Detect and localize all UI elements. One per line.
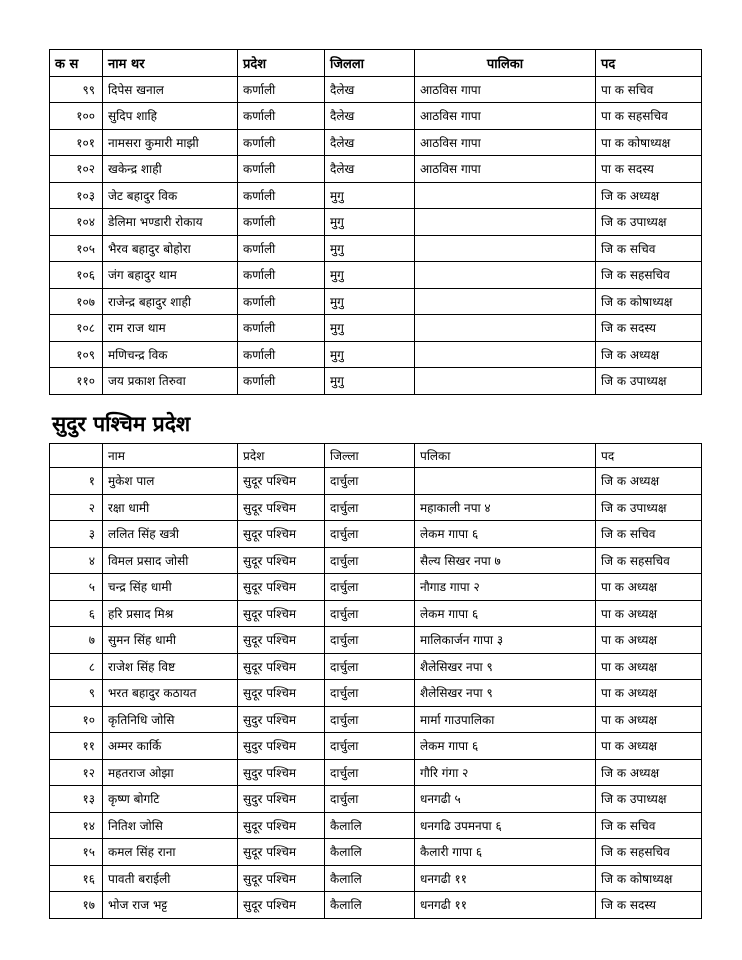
municipality-cell: लेकम गापा ६: [415, 733, 596, 760]
province-cell: कर्णाली: [238, 76, 325, 103]
name-cell: चन्द्र सिंह धामी: [103, 574, 238, 601]
position-cell: जि क सहसचिव: [596, 547, 702, 574]
position-cell: पा क कोषाध्यक्ष: [596, 129, 702, 156]
table-row: [50, 759, 702, 786]
table-row: [50, 129, 702, 156]
province-cell: सुदूर पश्चिम: [238, 865, 325, 892]
serial-cell: १०५: [50, 235, 103, 262]
position-cell: जि क अध्यक्ष: [596, 468, 702, 495]
district-cell: दार्चुला: [325, 547, 415, 574]
municipality-cell: आठविस गापा: [415, 129, 596, 156]
position-cell: जि क सचिव: [596, 812, 702, 839]
name-cell: राम राज थाम: [103, 315, 238, 342]
district-cell: मुगु: [325, 368, 415, 395]
district-cell: दार्चुला: [325, 600, 415, 627]
table-row: [50, 680, 702, 707]
position-cell: पा क अध्यक्ष: [596, 574, 702, 601]
district-cell: दैलेख: [325, 129, 415, 156]
table-row: [50, 341, 702, 368]
district-cell: मुगु: [325, 262, 415, 289]
name-cell: कमल सिंह राना: [103, 839, 238, 866]
position-cell: जि क सदस्य: [596, 892, 702, 919]
municipality-cell: धनगढी ५: [415, 786, 596, 813]
name-cell: जंग बहादुर थाम: [103, 262, 238, 289]
municipality-cell: [415, 182, 596, 209]
municipality-cell: [415, 288, 596, 315]
position-cell: जि क कोषाध्यक्ष: [596, 865, 702, 892]
serial-cell: १२: [50, 759, 103, 786]
name-cell: डेलिमा भण्डारी रोकाय: [103, 209, 238, 236]
name-cell: हरि प्रसाद मिश्र: [103, 600, 238, 627]
column-header-province: प्रदेश: [238, 444, 325, 468]
table-row: [50, 262, 702, 289]
district-cell: दार्चुला: [325, 786, 415, 813]
serial-cell: १००: [50, 103, 103, 130]
district-cell: दार्चुला: [325, 627, 415, 654]
municipality-cell: [415, 209, 596, 236]
table-row: [50, 865, 702, 892]
municipality-cell: आठविस गापा: [415, 76, 596, 103]
serial-cell: १०९: [50, 341, 103, 368]
table-header-row: [50, 50, 702, 77]
table-row: [50, 839, 702, 866]
name-cell: सुमन सिंह धामी: [103, 627, 238, 654]
province-cell: सुदूर पश्चिम: [238, 653, 325, 680]
municipality-cell: धनगढि उपमनपा ६: [415, 812, 596, 839]
name-cell: पावती बराईली: [103, 865, 238, 892]
name-cell: नामसरा कुमारी माझी: [103, 129, 238, 156]
position-cell: जि क अध्यक्ष: [596, 759, 702, 786]
municipality-cell: मार्मा गाउपालिका: [415, 706, 596, 733]
serial-cell: १०: [50, 706, 103, 733]
table-row: [50, 786, 702, 813]
position-cell: पा क सदस्य: [596, 156, 702, 183]
province-cell: सुदूर पश्चिम: [238, 812, 325, 839]
serial-cell: ४: [50, 547, 103, 574]
province-cell: सुदूर पश्चिम: [238, 627, 325, 654]
column-header-name: नाम थर: [103, 50, 238, 77]
district-cell: मुगु: [325, 209, 415, 236]
table-row: [50, 156, 702, 183]
serial-cell: ५: [50, 574, 103, 601]
serial-cell: २: [50, 494, 103, 521]
position-cell: जि क सहसचिव: [596, 839, 702, 866]
serial-cell: १०४: [50, 209, 103, 236]
municipality-cell: नौगाड गापा २: [415, 574, 596, 601]
municipality-cell: मालिकार्जन गापा ३: [415, 627, 596, 654]
serial-cell: १०७: [50, 288, 103, 315]
table-row: [50, 706, 702, 733]
position-cell: जि क अध्यक्ष: [596, 182, 702, 209]
table-row: [50, 235, 702, 262]
municipality-cell: [415, 341, 596, 368]
position-cell: पा क सहसचिव: [596, 103, 702, 130]
name-cell: जेट बहादुर विक: [103, 182, 238, 209]
district-cell: दार्चुला: [325, 521, 415, 548]
municipality-cell: [415, 368, 596, 395]
name-cell: विमल प्रसाद जोसी: [103, 547, 238, 574]
column-header-province: प्रदेश: [238, 50, 325, 77]
province-cell: कर्णाली: [238, 368, 325, 395]
province-cell: कर्णाली: [238, 156, 325, 183]
column-header-position: पद: [596, 444, 702, 468]
district-cell: दार्चुला: [325, 733, 415, 760]
serial-cell: १५: [50, 839, 103, 866]
serial-cell: १३: [50, 786, 103, 813]
column-header-municipality: पालिका: [415, 50, 596, 77]
position-cell: जि क उपाध्यक्ष: [596, 494, 702, 521]
column-header-serial: क स: [50, 50, 103, 77]
district-cell: कैलालि: [325, 839, 415, 866]
municipality-cell: [415, 235, 596, 262]
district-cell: दार्चुला: [325, 706, 415, 733]
position-cell: जि क उपाध्यक्ष: [596, 786, 702, 813]
province-cell: कर्णाली: [238, 129, 325, 156]
table-row: [50, 103, 702, 130]
district-cell: मुगु: [325, 341, 415, 368]
municipality-cell: आठविस गापा: [415, 103, 596, 130]
serial-cell: १७: [50, 892, 103, 919]
name-cell: रक्षा धामी: [103, 494, 238, 521]
district-cell: दार्चुला: [325, 653, 415, 680]
district-cell: दार्चुला: [325, 574, 415, 601]
table-row: [50, 521, 702, 548]
serial-cell: ६: [50, 600, 103, 627]
province-cell: सुदुर पश्चिम: [238, 759, 325, 786]
district-cell: दार्चुला: [325, 680, 415, 707]
province-cell: कर्णाली: [238, 235, 325, 262]
table-row: [50, 547, 702, 574]
position-cell: पा क अध्यक्ष: [596, 653, 702, 680]
serial-cell: १०६: [50, 262, 103, 289]
serial-cell: ९: [50, 680, 103, 707]
municipality-cell: कैलारी गापा ६: [415, 839, 596, 866]
table-row: [50, 733, 702, 760]
serial-cell: १: [50, 468, 103, 495]
table-row: [50, 288, 702, 315]
district-cell: दार्चुला: [325, 468, 415, 495]
name-cell: कृष्ण बोगटि: [103, 786, 238, 813]
name-cell: मणिचन्द्र विक: [103, 341, 238, 368]
column-header-name: नाम: [103, 444, 238, 468]
position-cell: पा क अध्यक्ष: [596, 706, 702, 733]
province-cell: सुदुर पश्चिम: [238, 786, 325, 813]
municipality-cell: [415, 468, 596, 495]
municipality-cell: धनगढी ११: [415, 892, 596, 919]
municipality-cell: लेकम गापा ६: [415, 600, 596, 627]
serial-cell: ११: [50, 733, 103, 760]
district-cell: मुगु: [325, 235, 415, 262]
position-cell: जि क सहसचिव: [596, 262, 702, 289]
name-cell: नितिश जोसि: [103, 812, 238, 839]
name-cell: महतराज ओझा: [103, 759, 238, 786]
serial-cell: ३: [50, 521, 103, 548]
table-row: [50, 653, 702, 680]
column-header-position: पद: [596, 50, 702, 77]
province-cell: कर्णाली: [238, 103, 325, 130]
province-cell: कर्णाली: [238, 288, 325, 315]
district-cell: मुगु: [325, 182, 415, 209]
name-cell: अम्मर कार्कि: [103, 733, 238, 760]
serial-cell: १०१: [50, 129, 103, 156]
district-cell: कैलालि: [325, 865, 415, 892]
municipality-cell: [415, 262, 596, 289]
province-cell: सुदूर पश्चिम: [238, 600, 325, 627]
province-cell: कर्णाली: [238, 209, 325, 236]
serial-cell: १०८: [50, 315, 103, 342]
province-cell: सुदुर पश्चिम: [238, 706, 325, 733]
district-cell: कैलालि: [325, 812, 415, 839]
table-row: [50, 627, 702, 654]
municipality-cell: लेकम गापा ६: [415, 521, 596, 548]
name-cell: राजेश सिंह विष्ट: [103, 653, 238, 680]
province-cell: कर्णाली: [238, 262, 325, 289]
table-row: [50, 574, 702, 601]
position-cell: जि क उपाध्यक्ष: [596, 209, 702, 236]
municipality-cell: गौरि गंगा २: [415, 759, 596, 786]
municipality-cell: [415, 315, 596, 342]
province-cell: सुदूर पश्चिम: [238, 494, 325, 521]
column-header-district: जिल्ला: [325, 444, 415, 468]
column-header-district: जिलला: [325, 50, 415, 77]
table-row: [50, 812, 702, 839]
district-cell: दार्चुला: [325, 759, 415, 786]
district-cell: मुगु: [325, 288, 415, 315]
district-cell: दैलेख: [325, 76, 415, 103]
municipality-cell: महाकाली नपा ४: [415, 494, 596, 521]
province-cell: सुदूर पश्चिम: [238, 680, 325, 707]
name-cell: दिपेस खनाल: [103, 76, 238, 103]
name-cell: मुकेश पाल: [103, 468, 238, 495]
table-row: [50, 76, 702, 103]
name-cell: भोज राज भट्ट: [103, 892, 238, 919]
province-cell: सुदूर पश्चिम: [238, 892, 325, 919]
column-header-municipality: पलिका: [415, 444, 596, 468]
position-cell: पा क अध्यक्ष: [596, 627, 702, 654]
position-cell: पा क अध्यक्ष: [596, 680, 702, 707]
table-row: [50, 494, 702, 521]
municipality-cell: शैलेसिखर नपा ९: [415, 680, 596, 707]
position-cell: जि क सचिव: [596, 521, 702, 548]
karnali-members-table: [49, 49, 702, 395]
name-cell: कृतिनिधि जोसि: [103, 706, 238, 733]
position-cell: पा क सचिव: [596, 76, 702, 103]
name-cell: भैरव बहादुर बोहोरा: [103, 235, 238, 262]
province-cell: कर्णाली: [238, 182, 325, 209]
name-cell: जय प्रकाश तिरुवा: [103, 368, 238, 395]
serial-cell: ९९: [50, 76, 103, 103]
table-row: [50, 368, 702, 395]
serial-cell: ८: [50, 653, 103, 680]
province-cell: कर्णाली: [238, 315, 325, 342]
district-cell: मुगु: [325, 315, 415, 342]
table-row: [50, 600, 702, 627]
municipality-cell: शैलेसिखर नपा ९: [415, 653, 596, 680]
province-cell: सुदूर पश्चिम: [238, 547, 325, 574]
table-row: [50, 209, 702, 236]
serial-cell: १४: [50, 812, 103, 839]
position-cell: जि क अध्यक्ष: [596, 341, 702, 368]
position-cell: पा क अध्यक्ष: [596, 600, 702, 627]
municipality-cell: धनगढी ११: [415, 865, 596, 892]
district-cell: दैलेख: [325, 156, 415, 183]
name-cell: सुदिप शाहि: [103, 103, 238, 130]
district-cell: दार्चुला: [325, 494, 415, 521]
name-cell: राजेन्द्र बहादुर शाही: [103, 288, 238, 315]
table-row: [50, 468, 702, 495]
province-cell: सुदूर पश्चिम: [238, 839, 325, 866]
sudurpaschim-members-table: [49, 443, 702, 919]
serial-cell: ७: [50, 627, 103, 654]
name-cell: खकेन्द्र शाही: [103, 156, 238, 183]
province-cell: सुदूर पश्चिम: [238, 468, 325, 495]
section-title: सुदुर पश्चिम प्रदेश: [52, 412, 191, 436]
district-cell: दैलेख: [325, 103, 415, 130]
table-row: [50, 315, 702, 342]
name-cell: ललित सिंह खत्री: [103, 521, 238, 548]
position-cell: जि क सचिव: [596, 235, 702, 262]
column-header-serial: [50, 444, 103, 468]
province-cell: सुदूर पश्चिम: [238, 574, 325, 601]
position-cell: जि क सदस्य: [596, 315, 702, 342]
position-cell: जि क कोषाध्यक्ष: [596, 288, 702, 315]
serial-cell: ११०: [50, 368, 103, 395]
province-cell: सुदुर पश्चिम: [238, 733, 325, 760]
province-cell: कर्णाली: [238, 341, 325, 368]
table-header-row: [50, 444, 702, 468]
table-row: [50, 182, 702, 209]
serial-cell: १६: [50, 865, 103, 892]
municipality-cell: आठविस गापा: [415, 156, 596, 183]
municipality-cell: सैल्य सिखर नपा ७: [415, 547, 596, 574]
name-cell: भरत बहादुर कठायत: [103, 680, 238, 707]
table-row: [50, 892, 702, 919]
position-cell: जि क उपाध्यक्ष: [596, 368, 702, 395]
province-cell: सुदूर पश्चिम: [238, 521, 325, 548]
district-cell: कैलालि: [325, 892, 415, 919]
serial-cell: १०२: [50, 156, 103, 183]
serial-cell: १०३: [50, 182, 103, 209]
position-cell: पा क अध्यक्ष: [596, 733, 702, 760]
